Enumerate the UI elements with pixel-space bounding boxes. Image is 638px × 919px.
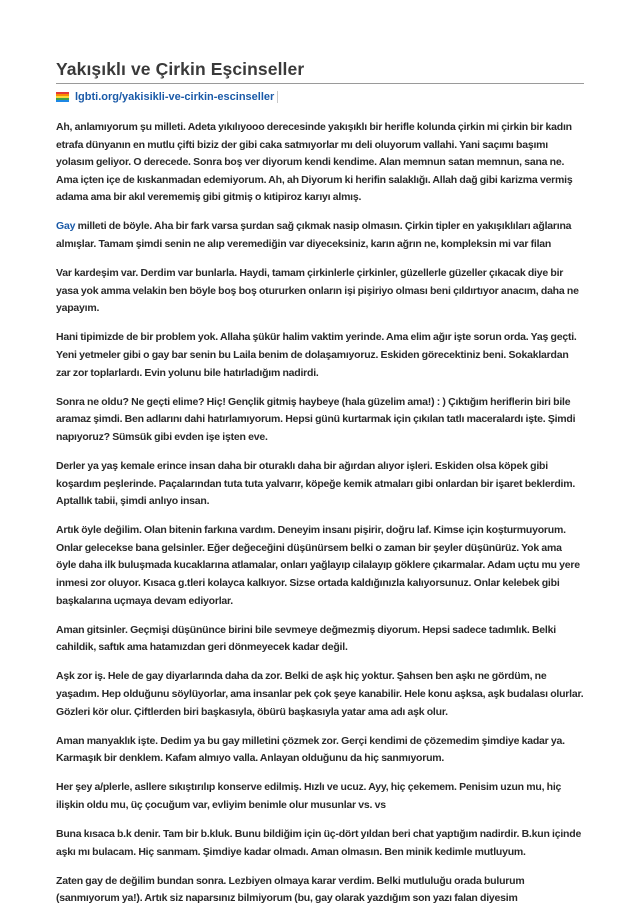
- paragraph-5: Sonra ne oldu? Ne geçti elime? Hiç! Gençlik gitmiş haybeye (hala güzelim ama!) : ) Çıktığım heriflerin biri bile aramaz şimdi. Ben adlarını dahi hatırlamıyorum. Hepsi günü kurtarmak için çıkılan tatlı maceralardı işte. Şimdi napıyoruz? Sümsük gibi evden işe işten eve.: [56, 395, 576, 443]
- paragraph-8: Aman gitsinler. Geçmişi düşününce birini bile sevmeye değmezmiş diyorum. Hepsi sadece tadımlık. Belki cahildik, saftık ama hatamızdan geri dönmeyecek kadar değil.: [56, 623, 556, 654]
- paragraph-1: Ah, anlamıyorum şu milleti. Adeta yıkılıyooo derecesinde yakışıklı bir herifle kolunda çirkin mi çirkin bir kadın etrafa dünyanın en mutlu çifti biziz der gibi caka satmıyorlar mı deli oluyorum vallahi. Yani saçımı başımı yolasım geliyor. O derecede. Sonra boş ver diyorum kendi kendime. Alan memnun satan memnun, sana ne. Ama içten içe de kıskanmadan edemiyorum. Ah, ah Diyorum ki herifin salaklığı. Allah dağ gibi karizma vermiş adama ama bir akıl verememiş gibi gitmiş o kıtipiroz karıyı almış.: [56, 121, 573, 204]
- paragraph-11: Her şey a/plerle, asllere sıkıştırılıp konserve edilmiş. Hızlı ve ucuz. Ayy, hiç çekemem. Penisim uzun mu, hiç ilişkin oldu mu, üç çocuğum var, evliyim benimle olur musunlar vs. vs: [56, 781, 562, 811]
- paragraph-10: Aman manyaklık işte. Dedim ya bu gay milletini çözmek zor. Gerçi kendimi de çözemedim şimdiye kadar ya. Karmaşık bir denklem. Kafam almıyo valla. Anlayan olduğunu da hiç sanmıyorum.: [56, 734, 565, 765]
- paragraph-12: Buna kısaca b.k denir. Tam bir b.kluk. Bunu bildiğim için üç-dört yıldan beri chat yaptığım nadirdir. B.kun içinde aşkı mı bulacam. Hiç sanmam. Şimdiye kadar olmadı. Aman olmasın. Ben minik kedimle mutluyum.: [56, 828, 582, 858]
- paragraph-4: Hani tipimizde de bir problem yok. Allaha şükür halim vaktim yerinde. Ama elim ağır işte sorun orda. Yaş geçti. Yeni yetmeler gibi o gay bar senin bu Laila benim de dolaşamıyoruz. Eskiden görecektiniz beni. Sokaklardan zar zor toplarlardı. Evin yolunu bile hatırladığım nadirdi.: [56, 331, 577, 379]
- paragraph-2: [56, 218, 584, 253]
- paragraph-3: Var kardeşim var. Derdim var bunlarla. Haydi, tamam çirkinlerle çirkinler, güzellerle güzeller çıkacak diye bir yasa yok amma velakin ben böyle boş boş otururken onların işi pişiriyo olması beni çıldırtıyor anacım, daha ne yapayım.: [56, 267, 579, 315]
- source-link[interactable]: lgbti.org/yakisikli-ve-cirkin-escinseller: [75, 91, 275, 103]
- paragraph-2-text: milleti de böyle. Aha bir fark varsa şurdan sağ çıkmak nasip olmasın. Çirkin tipler en yakışıklıları ağlarına almışlar. Tamam şimdi senin ne alıp veremediğin var diyeceksiniz, karın ağrın ne, kompleksin mi var filan: [56, 220, 572, 251]
- title-divider: [56, 83, 584, 84]
- article-title: Yakışıklı ve Çirkin Eşcinseller: [56, 59, 305, 79]
- lgbti-rainbow-favicon-icon: [56, 92, 69, 102]
- paragraph-6: Derler ya yaş kemale erince insan daha bir oturaklı daha bir ağırdan alıyor işleri. Eskiden olsa köpek gibi koşardım peşlerinde. Paçalarından tuta tuta yalvarır, köpeğe kemik atmaları gibi onlardan bir işaret beklerdim. Aptallık tabii, şimdi anlıyo insan.: [56, 460, 576, 508]
- article-body: [56, 119, 584, 908]
- paragraph-7: Artık öyle değilim. Olan bitenin farkına vardım. Deneyim insanı pişirir, doğru laf. Kimse için koşturmuyorum. Onlar gelecekse bana gelsinler. Eğer değeceğini düşünürsem belki o zaman bir şeyler düşünürüz. Yok ama öyle daha ilk buluşmada kucaklarına atlamalar, onları yağlayıp cilalayıp göklere çıkarmalar. Adam uçtu mu yere inmesi zor oluyor. Kısaca g.tleri kolayca kalkıyor. Sizse ortada kaldığınızla kalıyorsunuz. Onlar kelebek gibi başkalarına uçmaya devam ediyorlar.: [56, 524, 580, 607]
- gay-link[interactable]: Gay: [56, 220, 76, 233]
- paragraph-9: Aşk zor iş. Hele de gay diyarlarında daha da zor. Belki de aşk hiç yoktur. Şahsen ben aşkı ne gördüm, ne yaşadım. Hep olduğunu söylüyorlar, ama insanlar pek çok şeye kanabilir. Hele konu aşksa, aşk budalası olurlar. Gözleri kör olur. Çiftlerden biri başkasıyla, öbürü başkasıyla yatar ama adı aşk olur.: [56, 670, 584, 718]
- article: [56, 0, 584, 919]
- source-link-end-marker: [277, 91, 278, 103]
- paragraph-13: Zaten gay de değilim bundan sonra. Lezbiyen olmaya karar verdim. Belki mutluluğu orada bulurum (sanmıyorum ya!). Artık siz naparsınız bilmiyorum (bu, gay olarak yazdığım son yazı falan diyesim: [56, 874, 525, 905]
- source-line: [56, 89, 584, 105]
